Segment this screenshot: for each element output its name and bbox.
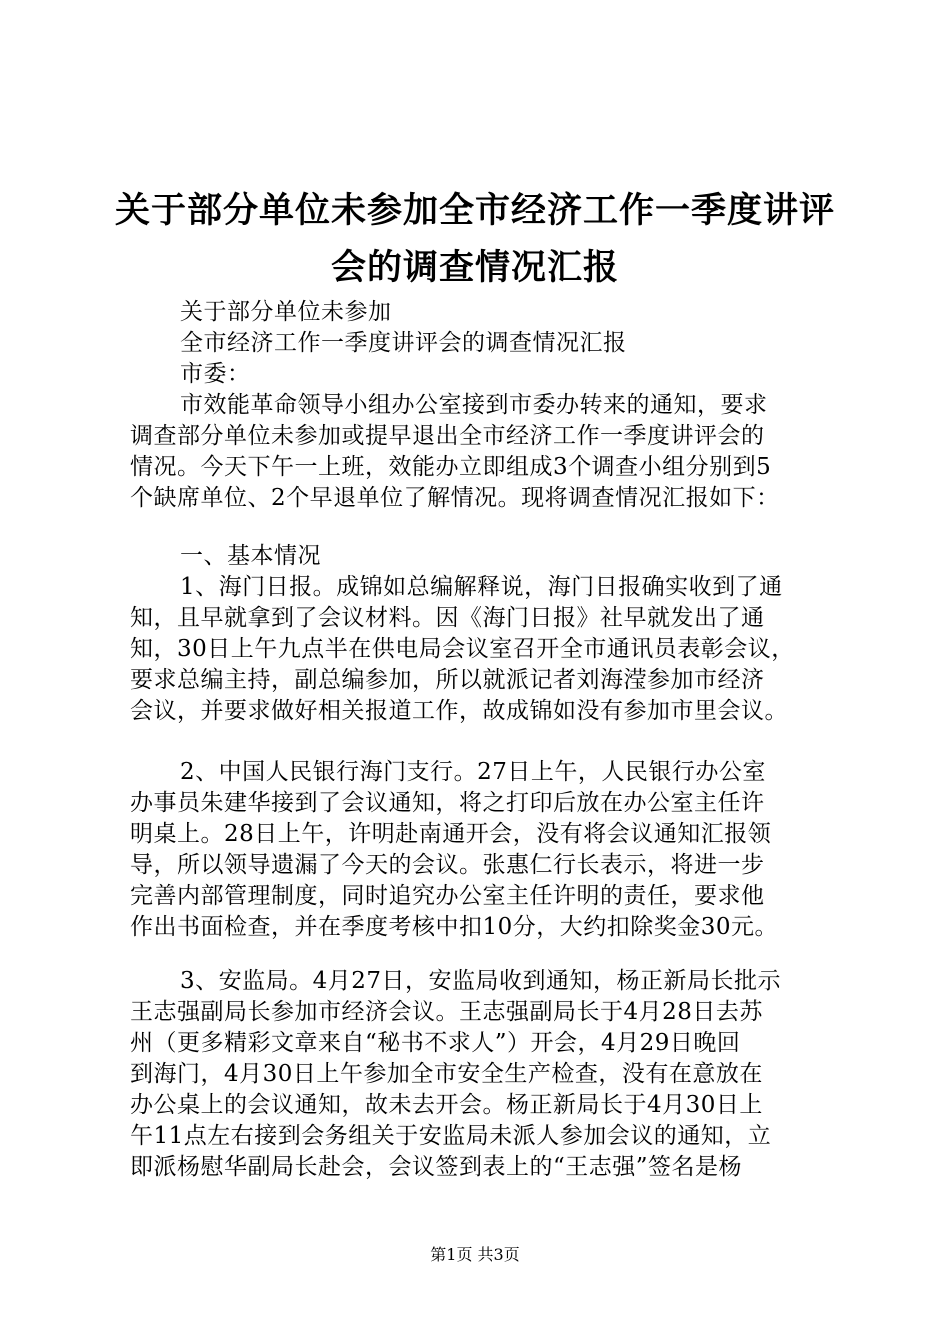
intro-paragraph — [130, 390, 850, 514]
paragraph-line: 3、安监局。4月27日，安监局收到通知，杨正新局长批示 — [180, 968, 782, 994]
paragraph-line: 办事员朱建华接到了会议通知，将之打印后放在办公室主任许 — [130, 790, 765, 816]
paragraph-line: 知，且早就拿到了会议材料。因《海门日报》社早就发出了通 — [130, 605, 765, 631]
paragraph-line: 作出书面检查，并在季度考核中扣10分，大约扣除奖金30元。 — [130, 914, 779, 940]
paragraph-line: 调查部分单位未参加或提早退出全市经济工作一季度讲评会的 — [130, 423, 765, 449]
paragraph-line: 即派杨慰华副局长赴会，会议签到表上的“王志强”签名是杨 — [130, 1154, 743, 1180]
section-heading: 一、基本情况 — [180, 543, 321, 569]
document-title-line-1: 关于部分单位未参加全市经济工作一季度讲评 — [114, 191, 835, 231]
header-line: 关于部分单位未参加 — [180, 299, 392, 325]
paragraph-line: 个缺席单位、2个早退单位了解情况。现将调查情况汇报如下： — [130, 485, 780, 511]
paragraph-line: 明桌上。28日上午，许明赴南通开会，没有将会议通知汇报领 — [130, 821, 772, 847]
item-2-paragraph — [130, 757, 850, 943]
paragraph-line: 情况。今天下午一上班，效能办立即组成3个调查小组分别到5 — [130, 454, 772, 480]
item-3-paragraph — [130, 966, 850, 1183]
paragraph-line: 要求总编主持，副总编参加，所以就派记者刘海滢参加市经济 — [130, 667, 765, 693]
paragraph-line: 完善内部管理制度，同时追究办公室主任许明的责任，要求他 — [130, 883, 765, 909]
paragraph-line: 到海门，4月30日上午参加全市安全生产检查，没有在意放在 — [130, 1061, 763, 1087]
paragraph-line: 市效能革命领导小组办公室接到市委办转来的通知，要求 — [180, 392, 768, 418]
paragraph-line: 2、中国人民银行海门支行。27日上午，人民银行办公室 — [180, 759, 766, 785]
page-number-footer: 第1页 共3页 — [430, 1245, 520, 1264]
header-line: 全市经济工作一季度讲评会的调查情况汇报 — [180, 330, 627, 356]
salutation: 市委： — [180, 361, 251, 387]
paragraph-line: 王志强副局长参加市经济会议。王志强副局长于4月28日去苏 — [130, 999, 763, 1025]
document-title-line-2: 会的调查情况汇报 — [330, 248, 619, 288]
paragraph-line: 午11点左右接到会务组关于安监局未派人参加会议的通知，立 — [130, 1123, 772, 1149]
header-block — [130, 297, 850, 390]
paragraph-line: 州（更多精彩文章来自“秘书不求人”）开会，4月29日晚回 — [130, 1030, 741, 1056]
paragraph-line: 1、海门日报。成锦如总编解释说，海门日报确实收到了通 — [180, 574, 783, 600]
paragraph-line: 导，所以领导遗漏了今天的会议。张惠仁行长表示，将进一步 — [130, 852, 765, 878]
paragraph-line: 办公桌上的会议通知，故未去开会。杨正新局长于4月30日上 — [130, 1092, 763, 1118]
paragraph-line: 知，30日上午九点半在供电局会议室召开全市通讯员表彰会议， — [130, 636, 795, 662]
section-basic-situation — [130, 541, 850, 727]
paragraph-line: 会议，并要求做好相关报道工作，故成锦如没有参加市里会议。 — [130, 698, 788, 724]
